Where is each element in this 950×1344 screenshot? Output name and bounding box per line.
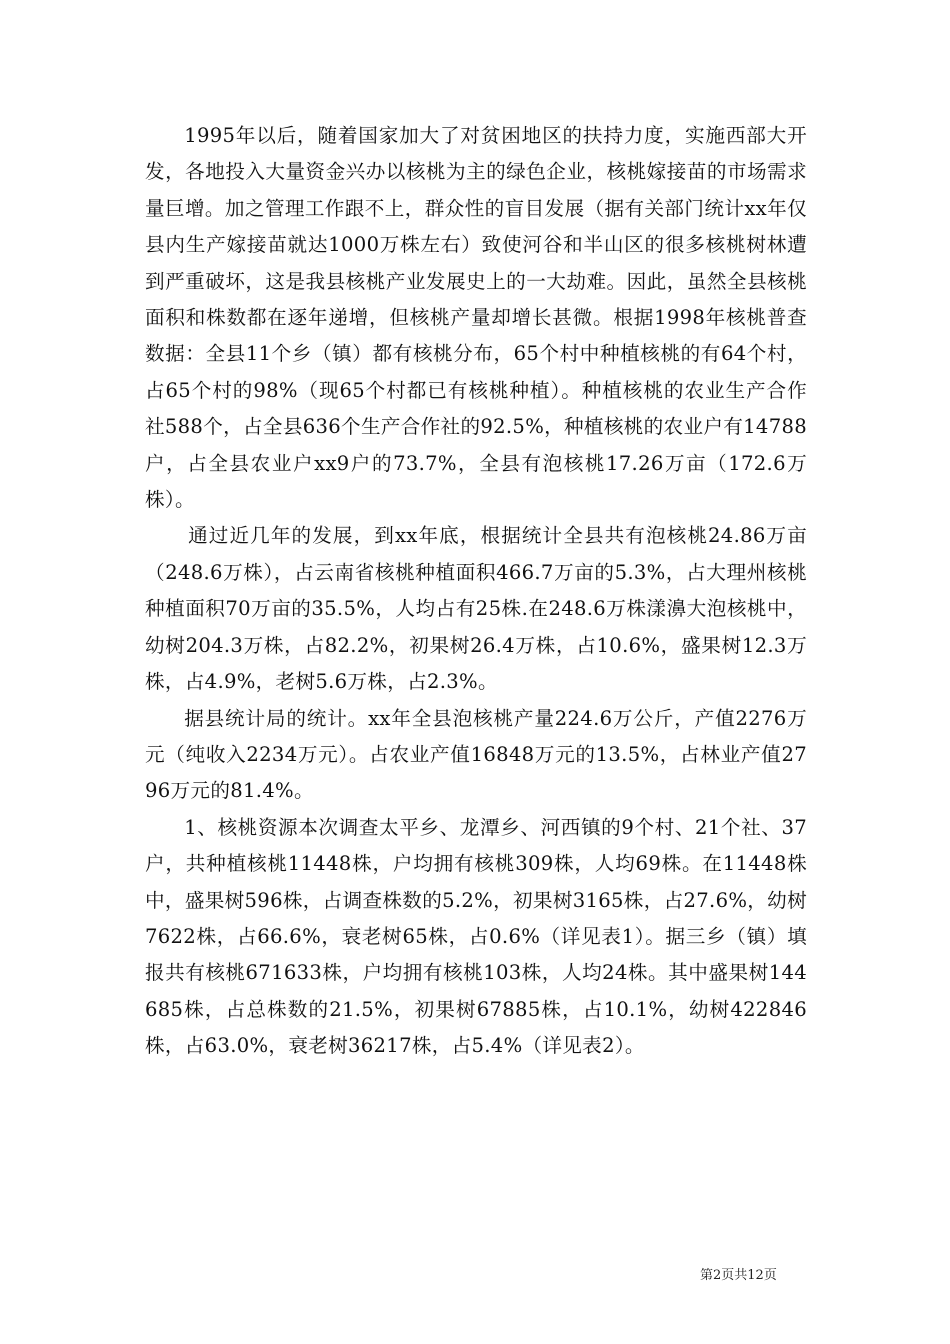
paragraph-1: 1995年以后，随着国家加大了对贫困地区的扶持力度，实施西部大开发，各地投入大量资金兴办以核桃为主的绿色企业，核桃嫁接苗的市场需求量巨增。加之管理工作跟不上，群众性的盲目发展（据有关部门统计xx年仅县内生产嫁接苗就达1000万株左右）致使河谷和半山区的很多核桃树林遭到严重破坏，这是我县核桃产业发展史上的一大劫难。因此，虽然全县核桃面积和株数都在逐年递增，但核桃产量却增长甚微。根据1998年核桃普查数据：全县11个乡（镇）都有核桃分布，65个村中种植核桃的有64个村，占65个村的98%（现65个村都已有核桃种植）。种植核桃的农业生产合作社588个，占全县636个生产合作社的92.5%，种植核桃的农业户有14788户，占全县农业户xx9户的73.7%，全县有泡核桃17.26万亩（172.6万株）。: [145, 124, 807, 512]
document-body: [145, 118, 807, 1065]
paragraph-4: 1、核桃资源本次调查太平乡、龙潭乡、河西镇的9个村、21个社、37户，共种植核桃11448株，户均拥有核桃309株，人均69株。在11448株中，盛果树596株，占调查株数的5.2%，初果树3165株，占27.6%，幼树7622株，占66.6%，衰老树65株，占0.6%（详见表1）。据三乡（镇）填报共有核桃671633株，户均拥有核桃103株，人均24株。其中盛果树144685株，占总株数的21.5%，初果树67885株，占10.1%，幼树422846株，占63.0%，衰老树36217株，占5.4%（详见表2）。: [145, 815, 807, 1058]
page-number-footer: 第2页共12页: [700, 1268, 777, 1283]
paragraph-2: 通过近几年的发展，到xx年底，根据统计全县共有泡核桃24.86万亩（248.6万株），占云南省核桃种植面积466.7万亩的5.3%，占大理州核桃种植面积70万亩的35.5%，人均占有25株.在248.6万株漾濞大泡核桃中，幼树204.3万株，占82.2%，初果树26.4万株，占10.6%，盛果树12.3万株，占4.9%，老树5.6万株，占2.3%。: [145, 524, 807, 694]
paragraph-3: 据县统计局的统计。xx年全县泡核桃产量224.6万公斤，产值2276万元（纯收入2234万元）。占农业产值16848万元的13.5%，占林业产值2796万元的81.4%。: [145, 706, 807, 803]
